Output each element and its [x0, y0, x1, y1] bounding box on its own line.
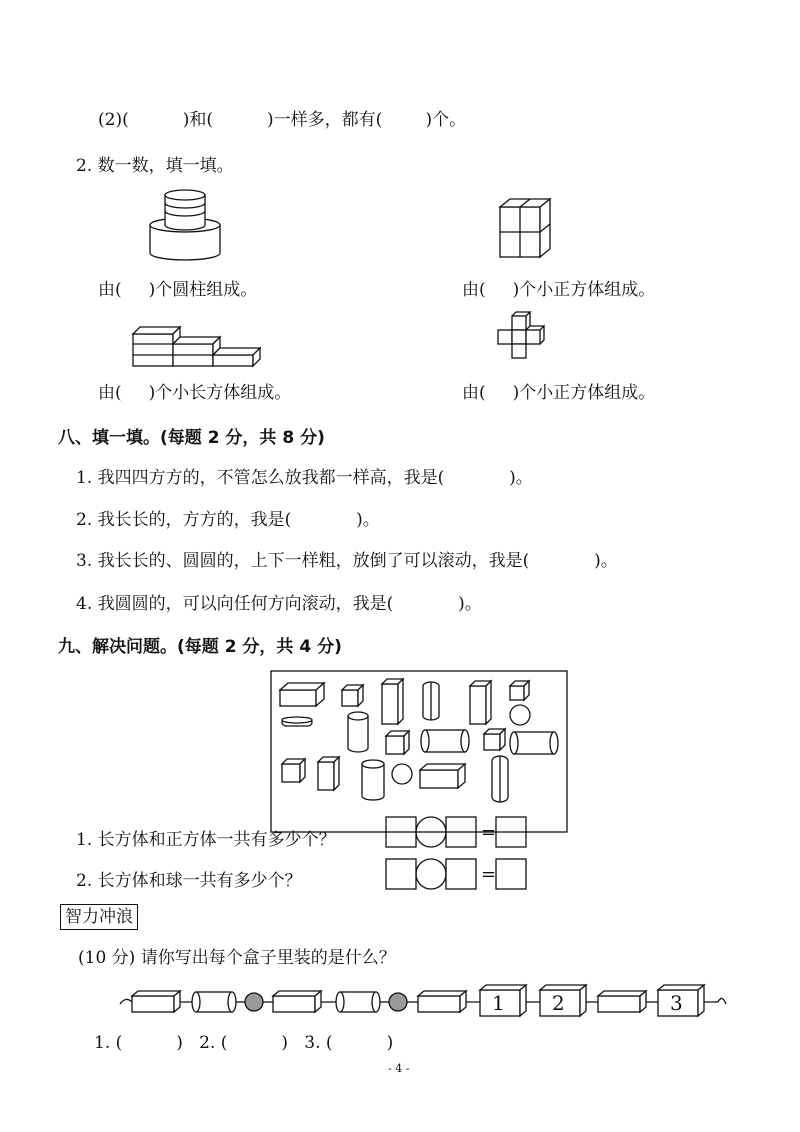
box-label-3: 3	[670, 991, 683, 1015]
bonus-prompt: (10 分) 请你写出每个盒子里装的是什么？	[78, 948, 396, 968]
count-fill-title: 2. 数一数，填一填。	[76, 156, 234, 176]
fig2-caption: 由( )个小正方体组成。	[462, 280, 656, 300]
fig4-caption: 由( )个小正方体组成。	[462, 383, 656, 403]
sec8-q3: 3. 我长长的、圆圆的，上下一样粗，放倒了可以滚动，我是( )。	[76, 551, 618, 571]
shape-chain-figure	[118, 982, 728, 1022]
sec8-q2: 2. 我长长的，方方的，我是( )。	[76, 510, 380, 530]
box-label-1: 1	[492, 991, 505, 1015]
sec8-q4: 4. 我圆圆的，可以向任何方向滚动，我是( )。	[76, 594, 482, 614]
sec9-q1: 1. 长方体和正方体一共有多少个？	[76, 830, 336, 850]
equation-boxes-2	[384, 857, 534, 893]
stacked-cylinders-figure	[140, 185, 230, 265]
bonus-badge: 智力冲浪	[60, 904, 138, 930]
bonus-answers-line: 1. ( ) 2. ( ) 3. ( )	[94, 1033, 394, 1053]
fig1-caption: 由( )个圆柱组成。	[98, 280, 258, 300]
equals-sign-1: =	[481, 822, 497, 843]
shapes-collection-figure	[270, 670, 570, 835]
cuboid-stairs-figure	[128, 320, 268, 370]
q2-text-line: (2)( )和( )一样多，都有( )个。	[98, 110, 467, 130]
equation-boxes-1	[384, 815, 534, 851]
section9-heading: 九、解决问题。(每题 2 分，共 4 分)	[58, 637, 342, 657]
section8-heading: 八、填一填。(每题 2 分，共 8 分)	[58, 428, 325, 448]
page-number: - 4 -	[388, 1062, 410, 1075]
equals-sign-2: =	[481, 864, 497, 885]
sec9-q2: 2. 长方体和球一共有多少个？	[76, 871, 302, 891]
cube-stack-figure	[495, 195, 555, 265]
sec8-q1: 1. 我四四方方的，不管怎么放我都一样高，我是( )。	[76, 468, 533, 488]
box-label-2: 2	[552, 991, 565, 1015]
cube-cross-figure	[488, 312, 558, 372]
fig3-caption: 由( )个小长方体组成。	[98, 383, 292, 403]
